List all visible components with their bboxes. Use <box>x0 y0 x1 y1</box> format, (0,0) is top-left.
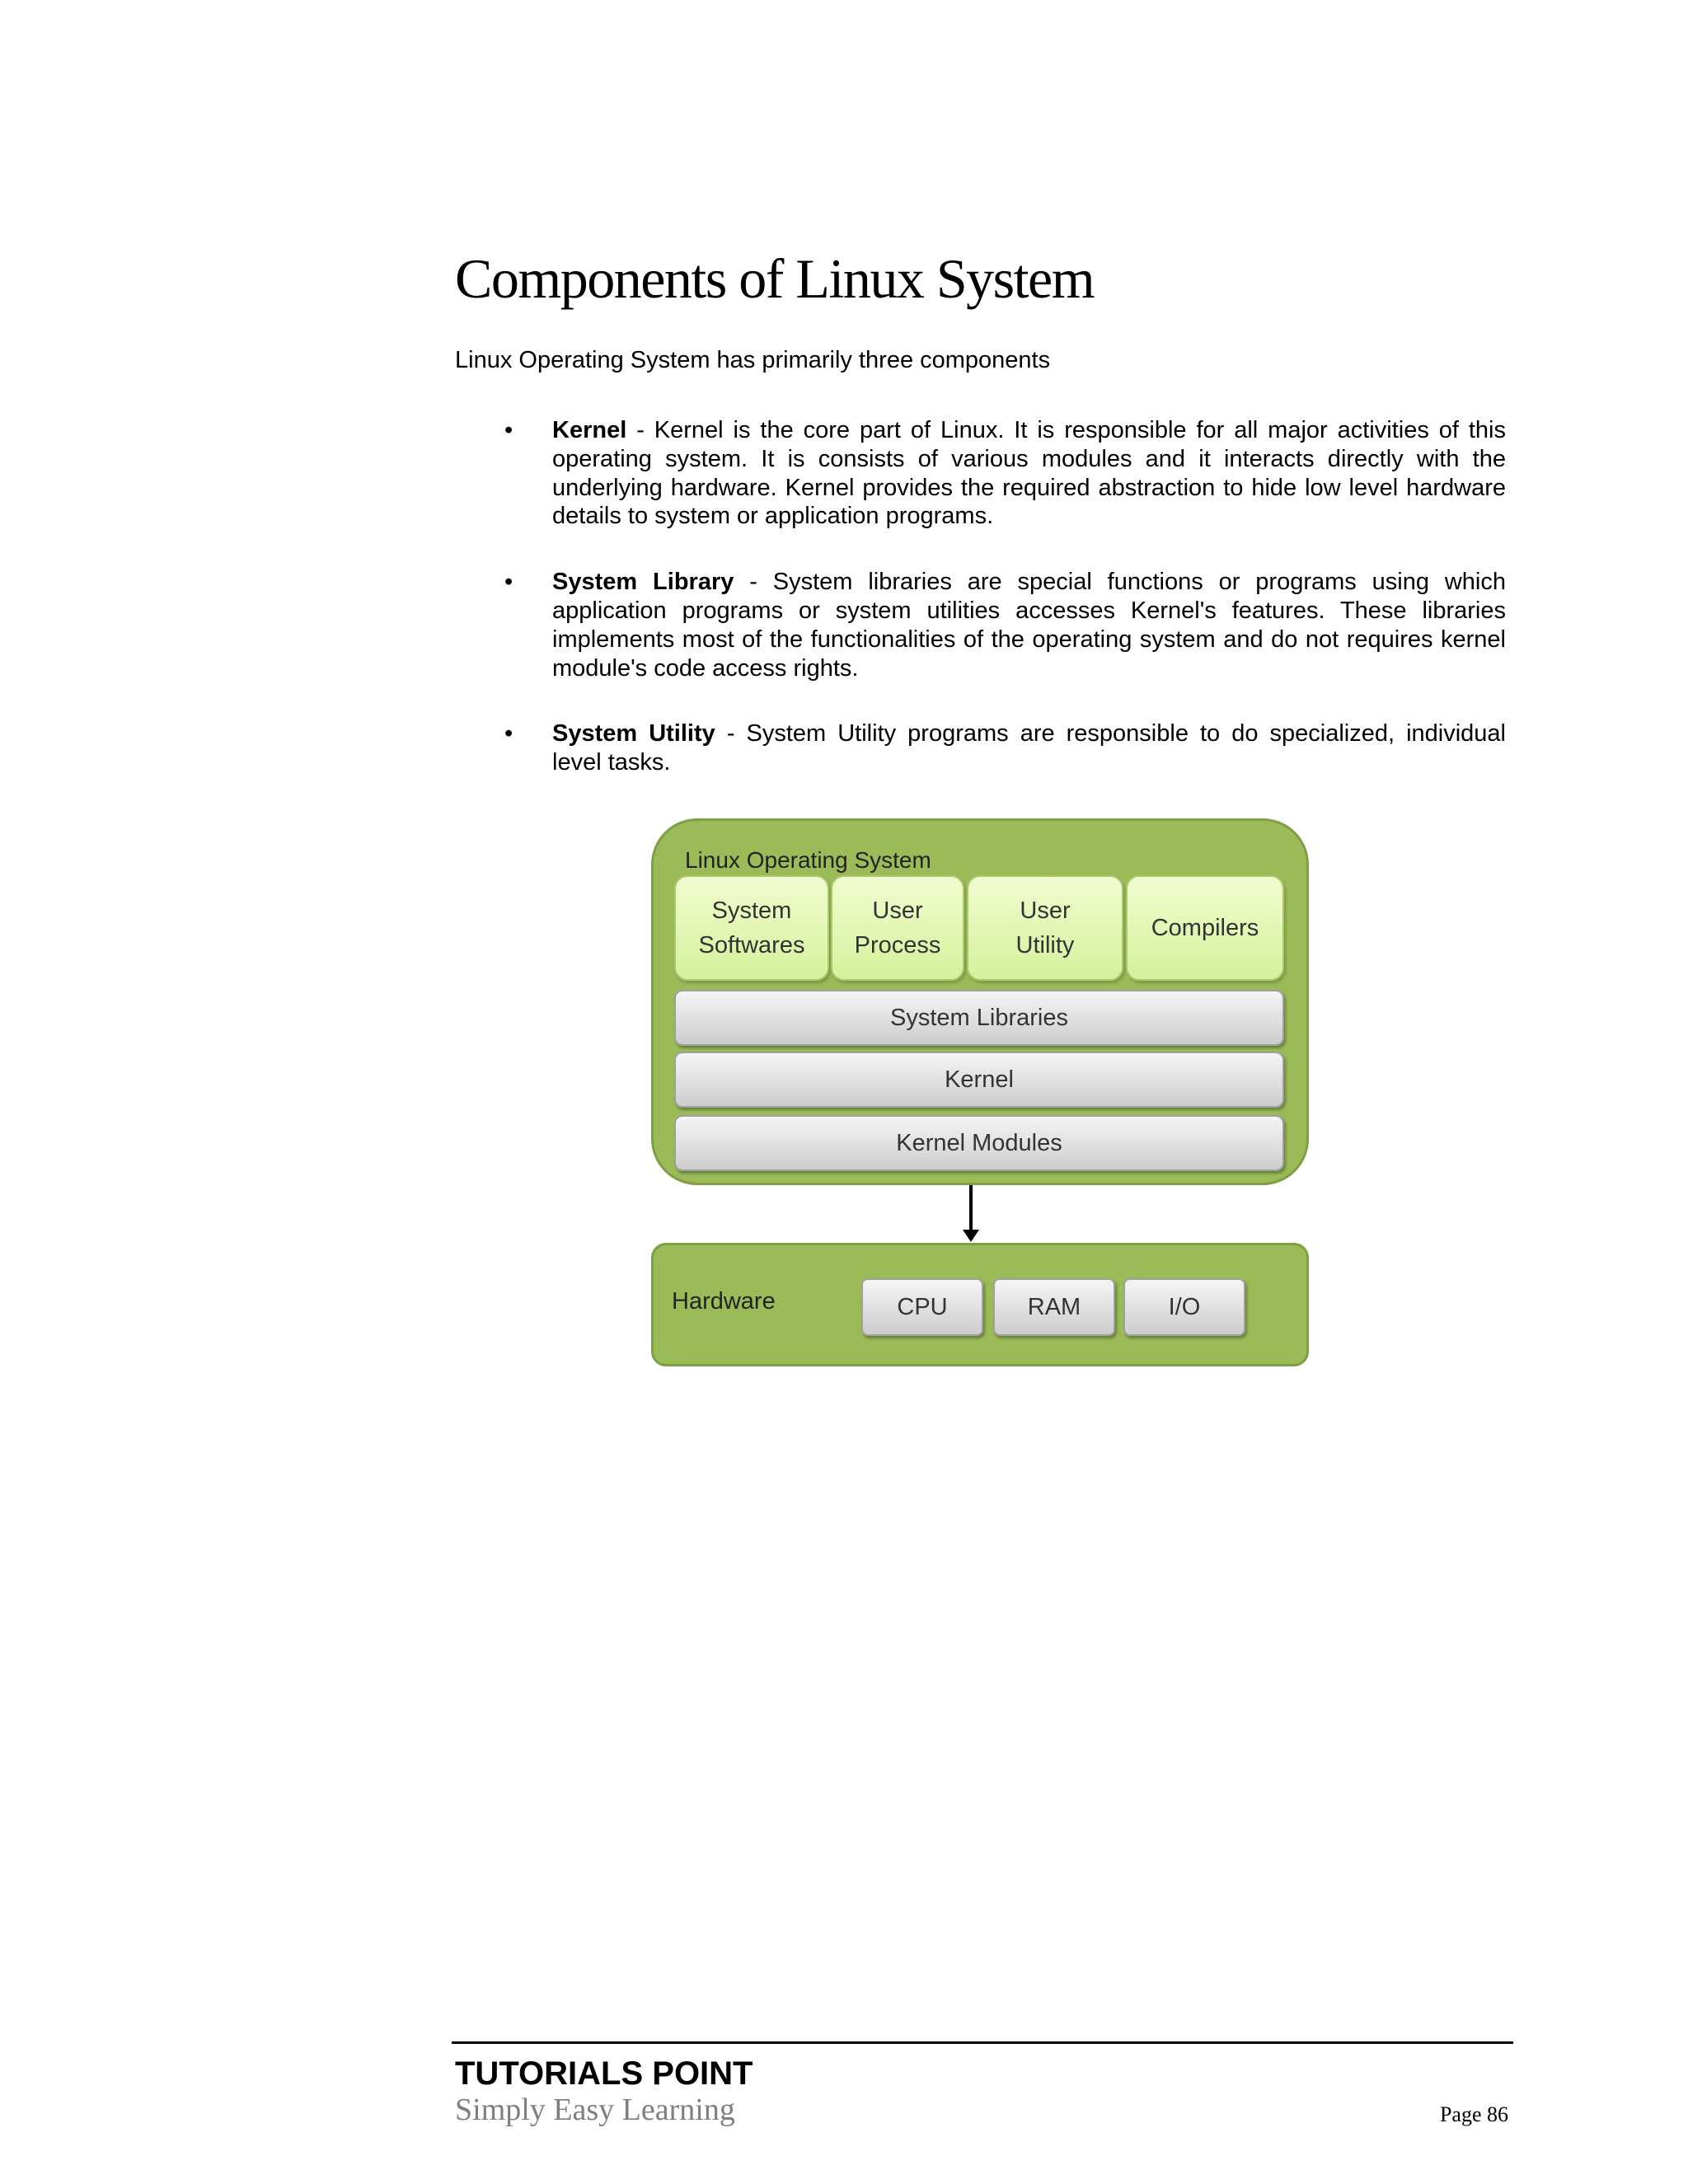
bullet-term: Kernel <box>552 417 627 443</box>
bullet-text: - System Utility programs are responsible to do specialized, individual level tasks. <box>552 720 1506 776</box>
bullet-term: System Library <box>552 569 734 596</box>
user-process-box <box>831 875 964 981</box>
linux-architecture-diagram <box>651 818 1311 1369</box>
kernel-modules-layer: Kernel Modules <box>674 1115 1284 1171</box>
footer-brand: TUTORIALS POINT <box>455 2055 753 2092</box>
list-item-system-utility <box>455 719 1506 777</box>
box-line: Utility <box>1015 932 1075 958</box>
io-box: I/O <box>1123 1278 1245 1336</box>
box-line: Process <box>854 932 941 958</box>
bullet-term: System Utility <box>552 720 715 748</box>
hardware-label: Hardware <box>672 1288 776 1315</box>
system-libraries-layer: System Libraries <box>674 990 1284 1046</box>
compilers-box <box>1126 875 1284 981</box>
linux-os-container <box>651 818 1309 1185</box>
footer-tagline: Simply Easy Learning <box>455 2093 735 2127</box>
bullet-text: - System libraries are special functions or programs using which application programs or system utilities accesses Kernel's features. These libraries implements most of the functionalities of the operating system and do not requires kernel module's code access rights. <box>552 569 1506 682</box>
box-line: User <box>1020 898 1071 924</box>
os-label: Linux Operating System <box>685 847 931 873</box>
hardware-container <box>651 1243 1309 1366</box>
bullet-icon: • <box>504 720 513 748</box>
system-softwares-box <box>674 875 829 981</box>
ram-box: RAM <box>993 1278 1115 1336</box>
kernel-layer: Kernel <box>674 1052 1284 1108</box>
box-line: Softwares <box>698 932 805 958</box>
list-item-system-library <box>455 568 1506 682</box>
bullet-icon: • <box>504 417 513 443</box>
page-number: Page 86 <box>1439 2102 1508 2126</box>
user-utility-box <box>967 875 1123 981</box>
box-line: User <box>872 898 923 924</box>
box-line: System <box>711 898 792 924</box>
bullet-text: - Kernel is the core part of Linux. It is responsible for all major activities of this operating system. It is consists of various modules and it interacts directly with the underlying hardware. Kernel provides the required abstraction to hide low level hardware details to system or application programs. <box>552 417 1506 530</box>
component-list <box>455 416 1506 814</box>
intro-paragraph: Linux Operating System has primarily three components <box>455 347 1051 373</box>
list-item-kernel <box>455 416 1506 531</box>
bullet-icon: • <box>504 569 513 596</box>
cpu-box: CPU <box>861 1278 983 1336</box>
box-line: Compilers <box>1151 915 1259 941</box>
page-title: Components of Linux System <box>455 247 1095 310</box>
footer-divider <box>452 2041 1513 2044</box>
